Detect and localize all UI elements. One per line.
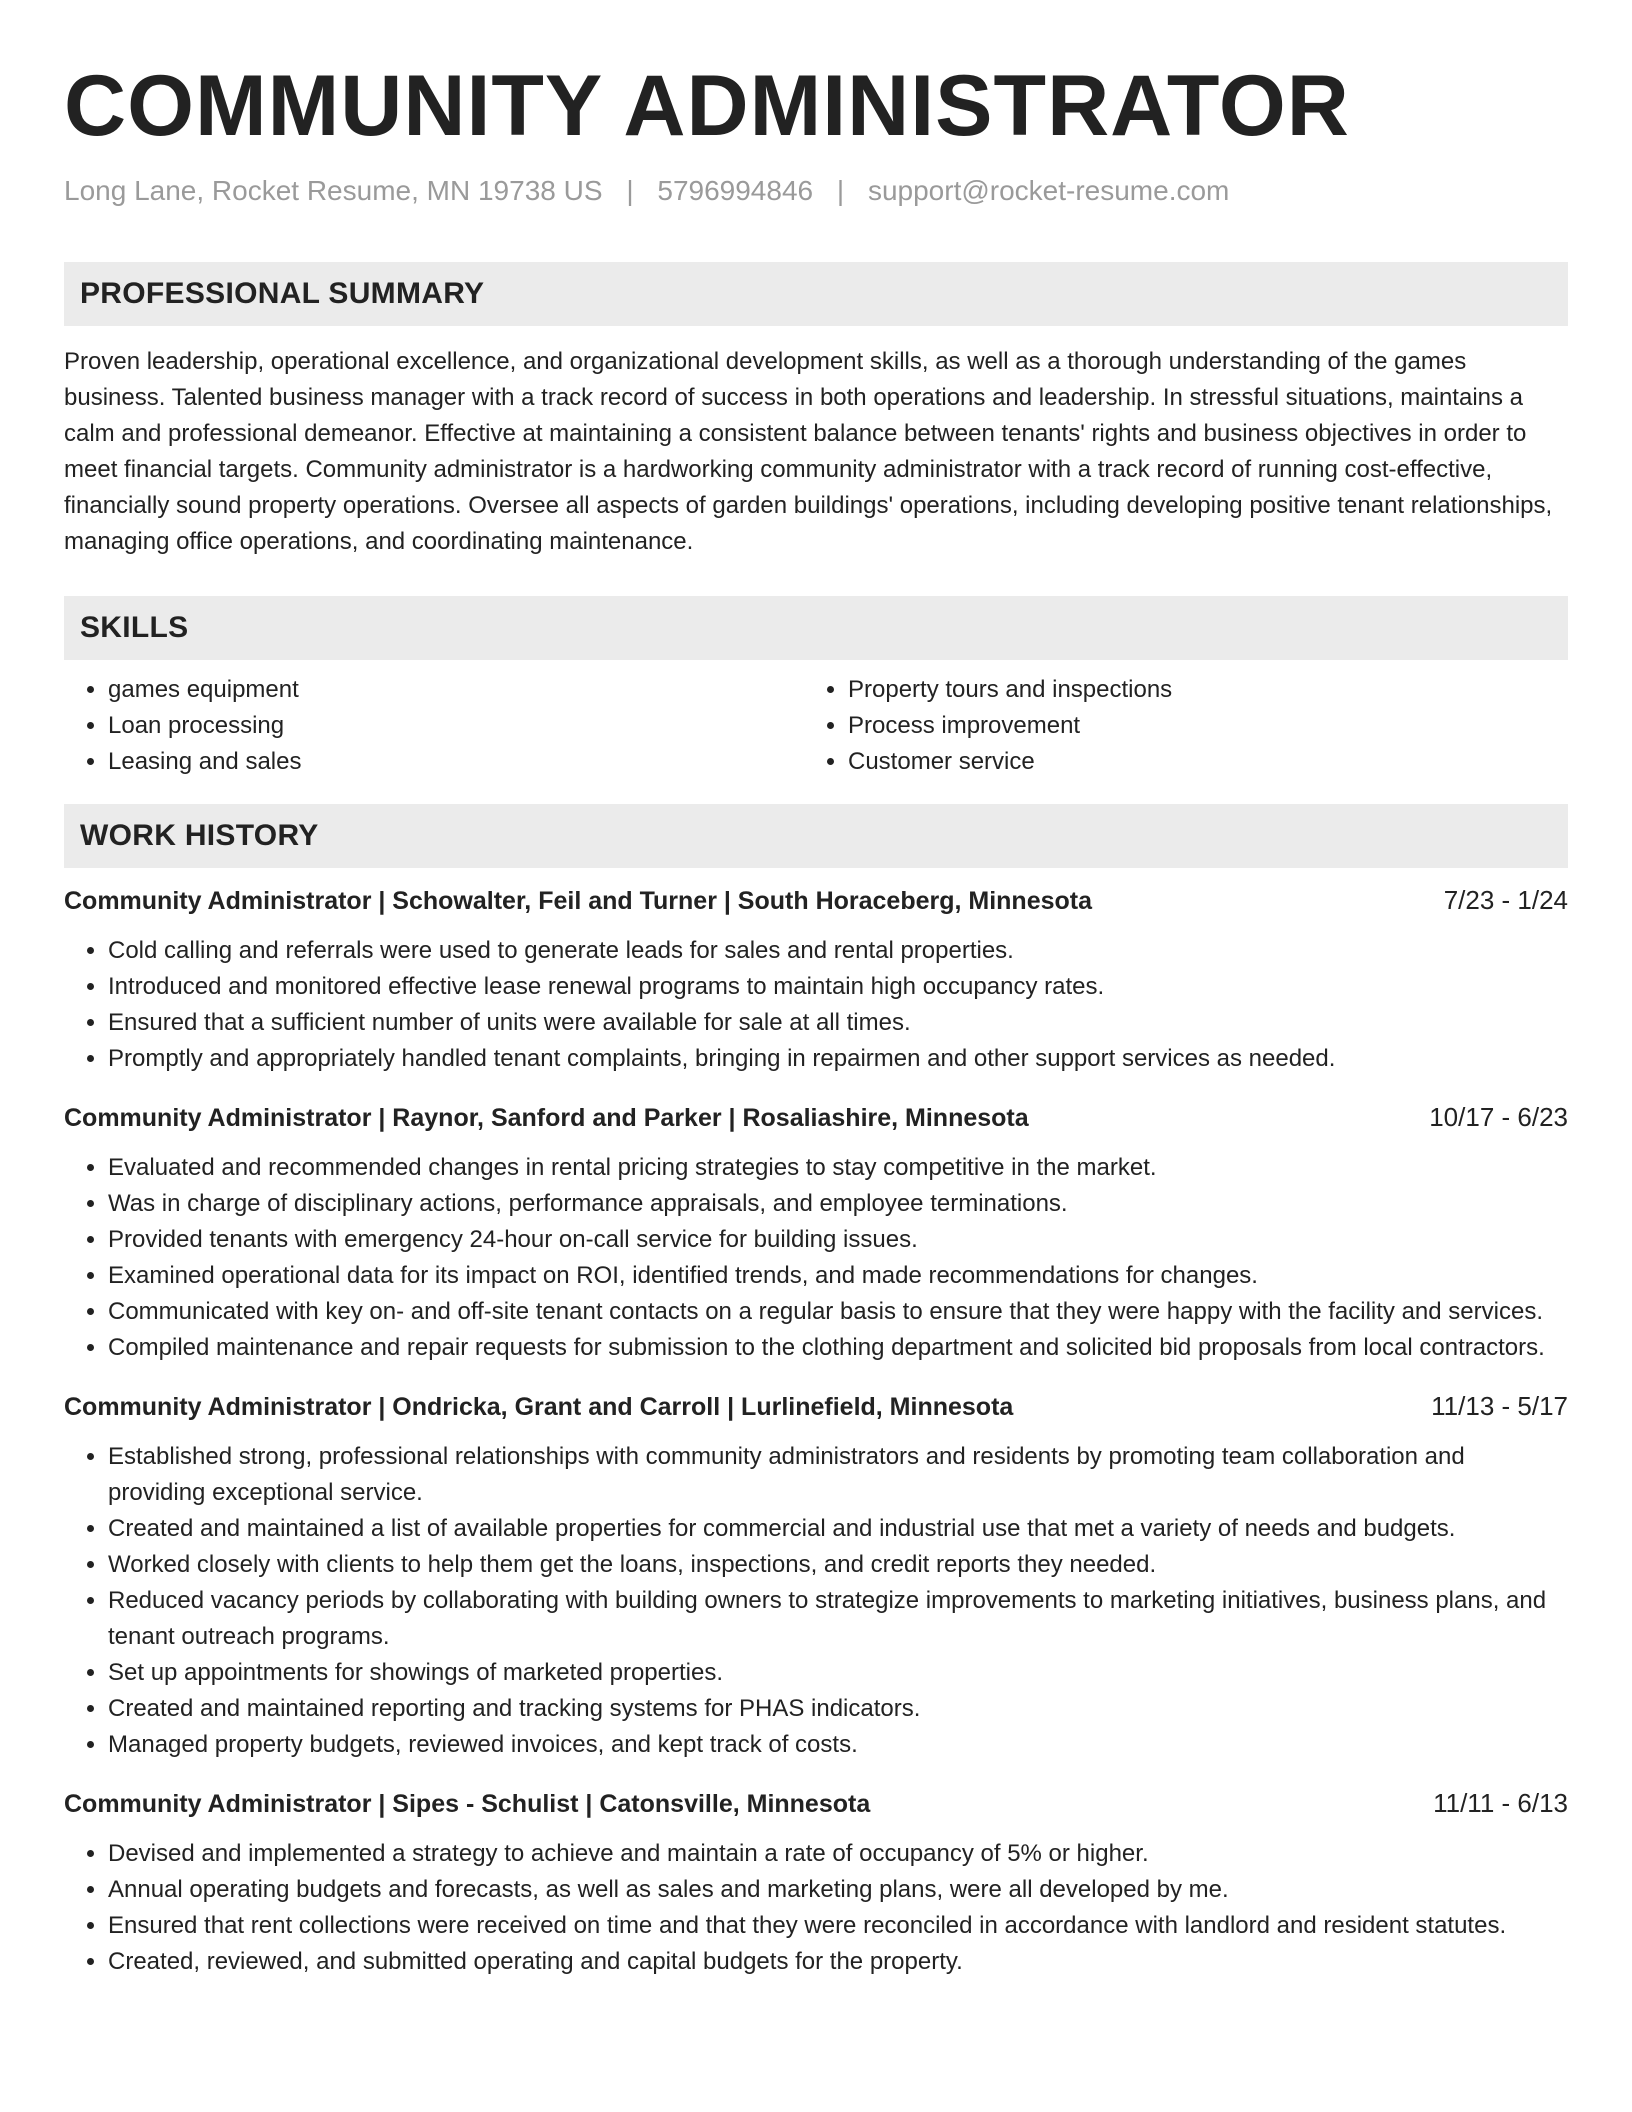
job-bullet: • Managed property budgets, reviewed invoices, and kept track of costs. <box>108 1727 1568 1763</box>
job-bullet: • Ensured that rent collections were received on time and that they were reconciled in accordance with landlord and resident statutes. <box>108 1908 1568 1944</box>
job-bullet: • Introduced and monitored effective lease renewal programs to maintain high occupancy rates. <box>108 969 1568 1005</box>
job-header <box>64 1785 1568 1822</box>
work-history-section-title: WORK HISTORY <box>80 819 319 852</box>
job-entry <box>64 1388 1568 1763</box>
job-bullets <box>64 1836 1568 1980</box>
skill-item: • Customer service <box>848 744 1544 780</box>
skills-column-left <box>64 672 804 780</box>
summary-section-title: PROFESSIONAL SUMMARY <box>80 277 485 310</box>
job-header <box>64 1099 1568 1136</box>
phone-number: 5796994846 <box>657 175 814 206</box>
contact-separator: | <box>836 175 845 206</box>
skills-section-header <box>64 596 1568 660</box>
job-bullet: • Established strong, professional relationships with community administrators and residents by promoting team collaboration and providing exceptional service. <box>108 1439 1568 1511</box>
job-bullet: • Promptly and appropriately handled tenant complaints, bringing in repairmen and other support services as needed. <box>108 1041 1568 1077</box>
job-bullet: • Cold calling and referrals were used to generate leads for sales and rental properties. <box>108 933 1568 969</box>
job-bullet: • Was in charge of disciplinary actions, performance appraisals, and employee terminations. <box>108 1186 1568 1222</box>
skills-section-title: SKILLS <box>80 611 189 644</box>
skill-item: • Loan processing <box>108 708 804 744</box>
contact-line <box>64 174 1568 208</box>
job-bullets <box>64 1150 1568 1366</box>
candidate-name: COMMUNITY ADMINISTRATOR <box>64 58 1350 154</box>
email-address: support@rocket-resume.com <box>867 175 1230 206</box>
job-bullet: • Worked closely with clients to help them get the loans, inspections, and credit reports they needed. <box>108 1547 1568 1583</box>
job-bullets <box>64 1439 1568 1763</box>
contact-separator: | <box>626 175 634 206</box>
work-history-section-header <box>64 804 1568 868</box>
job-header <box>64 1388 1568 1425</box>
job-dates: 10/17 - 6/23 <box>1429 1102 1568 1132</box>
job-bullet: • Annual operating budgets and forecasts, as well as sales and marketing plans, were all developed by me. <box>108 1872 1568 1908</box>
job-bullet: • Evaluated and recommended changes in rental pricing strategies to stay competitive in the market. <box>108 1150 1568 1186</box>
job-entry <box>64 882 1568 1077</box>
job-title: Community Administrator | Raynor, Sanford and Parker | Rosaliashire, Minnesota <box>64 1104 1029 1132</box>
job-bullets <box>64 933 1568 1077</box>
summary-section-header <box>64 262 1568 326</box>
skills-column-right <box>804 672 1544 780</box>
job-bullet: • Compiled maintenance and repair requests for submission to the clothing department and solicited bid proposals from local contractors. <box>108 1330 1568 1366</box>
skills-list <box>64 672 1568 780</box>
job-bullet: • Devised and implemented a strategy to achieve and maintain a rate of occupancy of 5% or higher. <box>108 1836 1568 1872</box>
job-title: Community Administrator | Ondricka, Grant and Carroll | Lurlinefield, Minnesota <box>64 1393 1014 1421</box>
job-bullet: • Communicated with key on- and off-site tenant contacts on a regular basis to ensure that they were happy with the facility and services. <box>108 1294 1568 1330</box>
skill-item: • Property tours and inspections <box>848 672 1544 708</box>
job-bullet: • Reduced vacancy periods by collaborating with building owners to strategize improvements to marketing initiatives, business plans, and tenant outreach programs. <box>108 1583 1568 1655</box>
job-bullet: • Set up appointments for showings of marketed properties. <box>108 1655 1568 1691</box>
skill-item: • Process improvement <box>848 708 1544 744</box>
address: Long Lane, Rocket Resume, MN 19738 US <box>64 175 603 206</box>
job-header <box>64 882 1568 919</box>
job-dates: 11/11 - 6/13 <box>1433 1788 1568 1818</box>
job-bullet: • Ensured that a sufficient number of units were available for sale at all times. <box>108 1005 1568 1041</box>
job-entry <box>64 1099 1568 1366</box>
skill-item: • Leasing and sales <box>108 744 804 780</box>
professional-summary: Proven leadership, operational excellence, and organizational development skills, as well as a thorough understanding of the games business. Talented business manager with a track record of success in both operations and leadership. In stressful situations, maintains a calm and professional demeanor. Effective at maintaining a consistent balance between tenants' rights and business objectives in order to meet financial targets. Community administrator is a hardworking community administrator with a track record of running cost-effective, financially sound property operations. Oversee all aspects of garden buildings' operations, including developing positive tenant relationships, managing office operations, and coordinating maintenance. <box>64 348 1553 555</box>
job-title: Community Administrator | Sipes - Schulist | Catonsville, Minnesota <box>64 1790 871 1818</box>
skill-item: • games equipment <box>108 672 804 708</box>
job-bullet: • Created and maintained a list of available properties for commercial and industrial use that met a variety of needs and budgets. <box>108 1511 1568 1547</box>
job-title: Community Administrator | Schowalter, Feil and Turner | South Horaceberg, Minnesota <box>64 887 1093 915</box>
job-bullet: • Created and maintained reporting and tracking systems for PHAS indicators. <box>108 1691 1568 1727</box>
job-dates: 7/23 - 1/24 <box>1443 885 1568 915</box>
job-entry <box>64 1785 1568 1980</box>
job-dates: 11/13 - 5/17 <box>1431 1391 1568 1421</box>
job-bullet: • Created, reviewed, and submitted operating and capital budgets for the property. <box>108 1944 1568 1980</box>
job-bullet: • Examined operational data for its impact on ROI, identified trends, and made recommendations for changes. <box>108 1258 1568 1294</box>
job-bullet: • Provided tenants with emergency 24-hour on-call service for building issues. <box>108 1222 1568 1258</box>
